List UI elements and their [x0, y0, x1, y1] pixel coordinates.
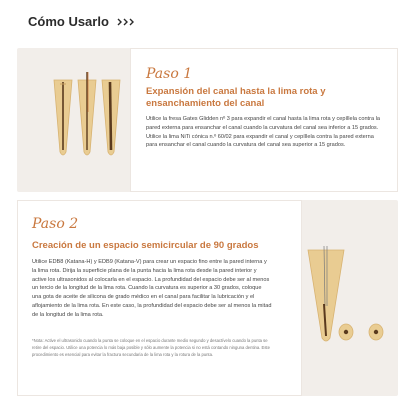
step1-label: Paso 1: [146, 66, 193, 82]
step1-body: Utilice la fresa Gates Glidden nº 3 para expandir el canal hasta la lima rota y cepíllela contra la pared externa para ensanchar el canal cuando la curvatura del canal sea inferior a 15 grados. Utilice la lima NiTi cónica n.º 60/02 para expandir el canal y cepíllela contra la pared externa para ensanchar el canal cuando la curvatura del canal sea superior a 15 grados.: [146, 116, 380, 149]
step1-tooth-illustration: [50, 72, 130, 162]
tooth-root-large: [308, 246, 344, 341]
step2-tooth-illustration: [300, 246, 396, 346]
step2-label: Paso 2: [32, 216, 79, 232]
section-header: [28, 14, 135, 29]
step2-note: *Nota: Active el ultrasonido cuando la punta se coloque en el espacio durante medio segundo y desactívelo cuando la punta se retire del espacio. Utilice una potencia lo más baja posible y sólo aumente la potencia si no está contando ninguna dentina. Este procedimiento es esencial para evitar la fractura secundaria de la lima rota y la rotura de la punta.: [32, 338, 270, 357]
tooth-root-1: [54, 80, 72, 155]
section-title: Cómo Usarlo: [28, 14, 109, 29]
root-cross-section-1: [339, 324, 353, 340]
root-cross-section-2: [369, 324, 383, 340]
tooth-root-3: [102, 80, 120, 155]
triple-chevron-right-icon: [117, 18, 135, 26]
step2-body: Utilice EDB8 (Katana-H) y EDB9 (Katana-V) para crear un espacio fino entre la pared interna y la lima rota. Dirija la superficie plana de la punta hacia la lima rota desde la pared interior y active los ultrasonidos al colocarla en el espacio. La profundidad del espacio debe ser al menos un tercio de la longitud de la lima rota. Cuando la curvatura es superior a 30 grados, coloque una gota de aceite de silicona de grado médico en el canal para facilitar la lubricación y el aflojamiento de la lima rota. En este caso, la profundidad del espacio debe ser al menos la mitad de la longitud de la lima rota.: [32, 259, 272, 318]
step2-title: Creación de un espacio semicircular de 90 grados: [32, 240, 259, 251]
tooth-root-2: [78, 72, 96, 155]
step1-title: Expansión del canal hasta la lima rota y ensanchamiento del canal: [146, 86, 326, 109]
